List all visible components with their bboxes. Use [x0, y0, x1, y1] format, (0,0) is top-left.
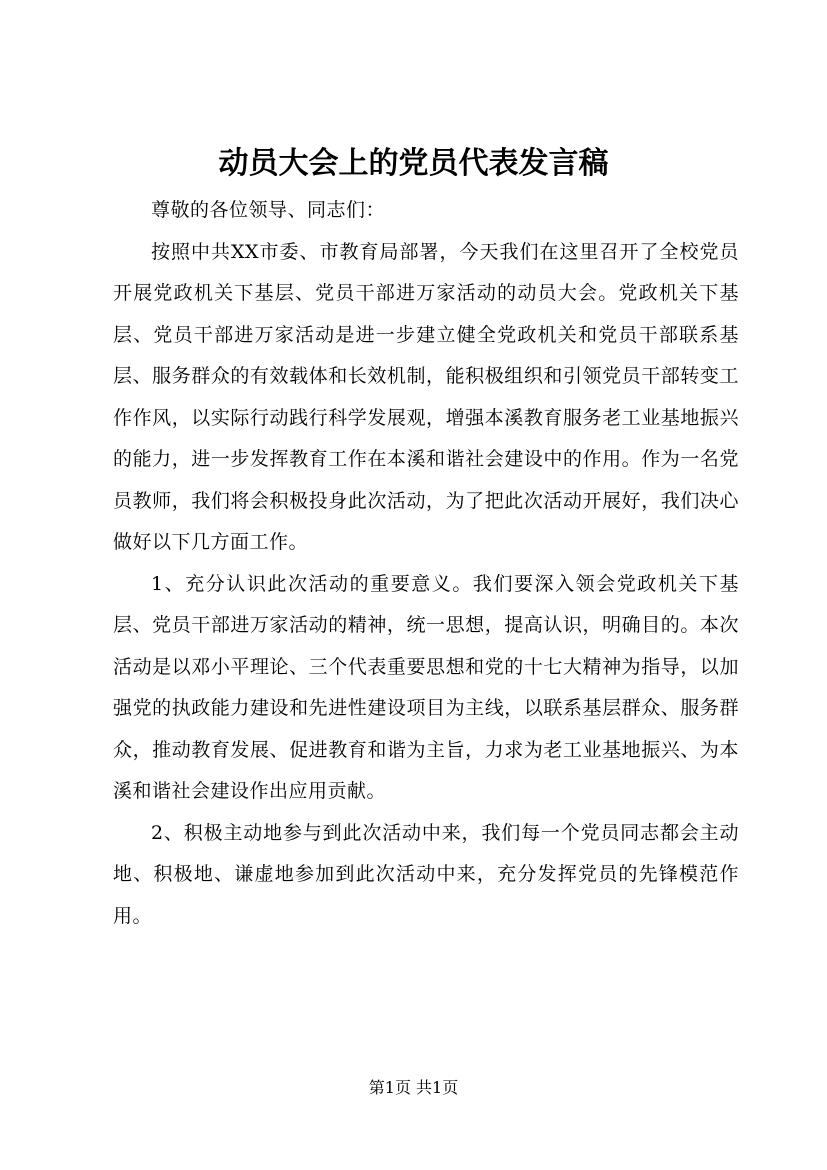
- paragraph-intro: 按照中共XX市委、市教育局部署，今天我们在这里召开了全校党员开展党政机关下基层、党员干部进万家活动的动员大会。党政机关下基层、党员干部进万家活动是进一步建立健全党政机关和党员干部联系基层、服务群众的有效载体和长效机制，能积极组织和引领党员干部转变工作作风，以实际行动践行科学发展观，增强本溪教育服务老工业基地振兴的能力，进一步发挥教育工作在本溪和谐社会建设中的作用。作为一名党员教师，我们将会积极投身此次活动，为了把此次活动开展好，我们决心做好以下几方面工作。: [113, 240, 739, 553]
- salutation: 尊敬的各位领导、同志们：: [151, 199, 386, 221]
- paragraph-point-1: 1、充分认识此次活动的重要意义。我们要深入领会党政机关下基层、党员干部进万家活动的精神，统一思想，提高认识，明确目的。本次活动是以邓小平理论、三个代表重要思想和党的十七大精神为指导，以加强党的执政能力建设和先进性建设项目为主线，以联系基层群众、服务群众，推动教育发展、促进教育和谐为主旨，力求为老工业基地振兴、为本溪和谐社会建设作出应用贡献。: [113, 572, 739, 802]
- paragraph-point-2: 2、积极主动地参与到此次活动中来，我们每一个党员同志都会主动地、积极地、谦虚地参加到此次活动中来，充分发挥党员的先锋模范作用。: [113, 821, 739, 927]
- page-number-footer: 第1页 共1页: [368, 1078, 459, 1097]
- document-body: [113, 190, 739, 937]
- document-title: 动员大会上的党员代表发言稿: [218, 146, 609, 181]
